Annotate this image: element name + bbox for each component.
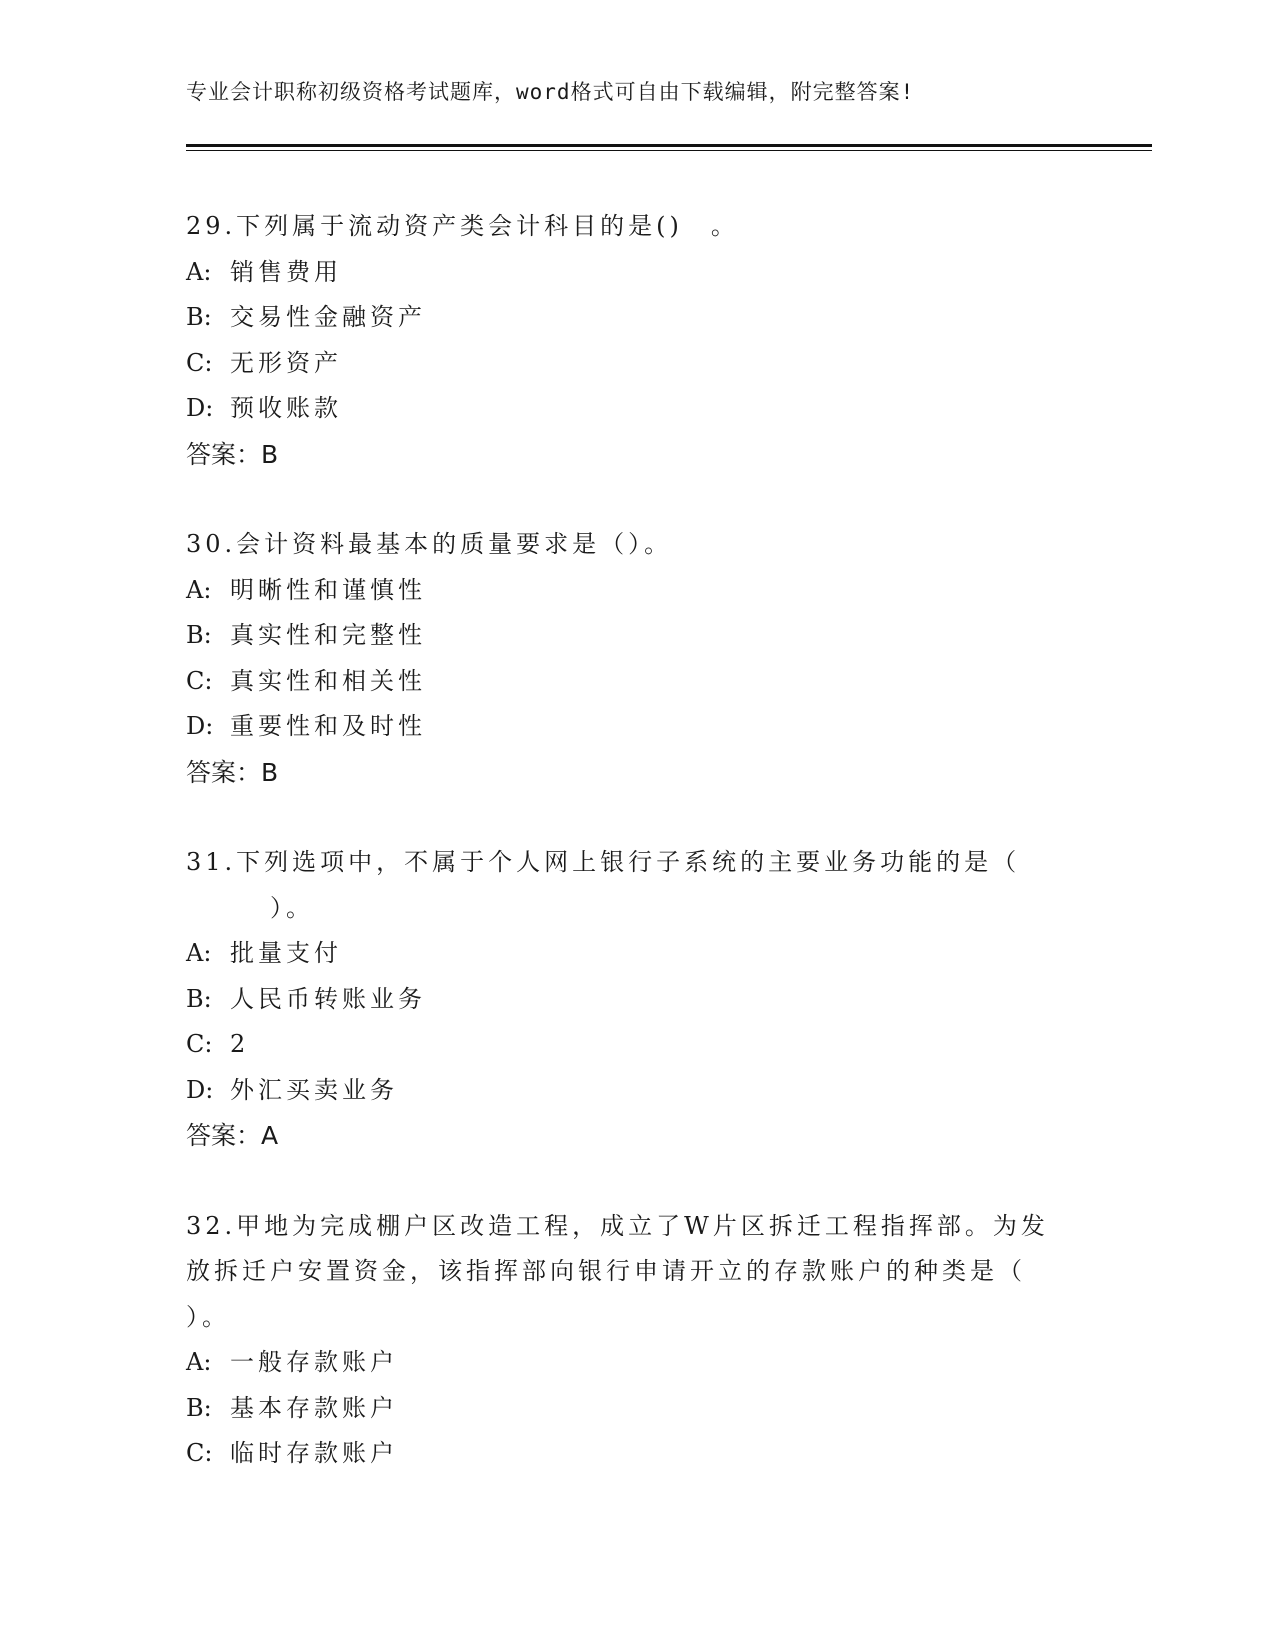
option-d (186, 704, 1086, 750)
option-text: 重要性和及时性 (230, 712, 426, 740)
option-letter: B: (186, 1393, 212, 1422)
option-letter: C: (186, 1030, 213, 1058)
option-b (186, 295, 1086, 341)
option-letter: D: (186, 712, 214, 740)
option-text: 真实性和完整性 (230, 621, 426, 649)
question-31 (186, 840, 1086, 1159)
option-a (186, 1340, 1086, 1386)
option-c (186, 1431, 1086, 1477)
question-stem-line: 29.下列属于流动资产类会计科目的是() 。 (186, 212, 739, 240)
question-stem-line: ）。 (186, 893, 314, 922)
header-rule-thin (186, 150, 1152, 151)
question-stem (186, 522, 1086, 568)
option-text: 2 (230, 1030, 250, 1058)
page-header: 专业会计职称初级资格考试题库，word格式可自由下载编辑，附完整答案! (186, 80, 915, 104)
option-letter: D: (186, 394, 214, 422)
question-stem-line: ）。 (186, 1302, 230, 1331)
option-b (186, 1386, 1086, 1432)
option-text: 明晰性和谨慎性 (230, 575, 426, 604)
question-30 (186, 522, 1086, 795)
option-letter: A: (186, 1348, 212, 1376)
question-29 (186, 204, 1086, 477)
option-text: 人民币转账业务 (230, 984, 426, 1013)
question-stem (186, 204, 1086, 250)
question-list (186, 204, 1086, 1522)
question-32 (186, 1204, 1086, 1477)
question-stem (186, 1204, 1086, 1341)
option-c (186, 1022, 1086, 1068)
option-letter: A: (186, 939, 212, 967)
option-a (186, 931, 1086, 977)
option-letter: D: (186, 1075, 214, 1104)
option-a (186, 568, 1086, 614)
option-d (186, 1068, 1086, 1114)
option-letter: B: (186, 621, 212, 649)
option-letter: A: (186, 575, 212, 604)
answer-line: 答案：A (186, 1121, 279, 1150)
option-text: 一般存款账户 (230, 1348, 398, 1376)
question-stem-line: 31.下列选项中，不属于个人网上银行子系统的主要业务功能的是（ (186, 848, 1021, 876)
option-text: 无形资产 (230, 348, 342, 377)
option-letter: C: (186, 348, 213, 377)
option-b (186, 977, 1086, 1023)
option-text: 交易性金融资产 (230, 303, 426, 331)
question-stem-line: 30.会计资料最基本的质量要求是（）。 (186, 530, 673, 558)
answer-line: 答案：B (186, 757, 279, 787)
option-letter: C: (186, 666, 213, 695)
option-text: 批量支付 (230, 939, 342, 967)
answer-line: 答案：B (186, 439, 279, 469)
option-text: 真实性和相关性 (230, 666, 426, 695)
question-stem-line: 32.甲地为完成棚户区改造工程，成立了W片区拆迁工程指挥部。为发 (186, 1211, 1049, 1240)
option-text: 基本存款账户 (230, 1393, 398, 1422)
option-b (186, 613, 1086, 659)
question-stem (186, 840, 1086, 931)
option-letter: B: (186, 303, 212, 331)
option-letter: C: (186, 1439, 213, 1467)
option-text: 外汇买卖业务 (230, 1075, 398, 1104)
header-rule-thick (186, 144, 1152, 147)
option-text: 销售费用 (230, 257, 342, 286)
question-stem-line: 放拆迁户安置资金，该指挥部向银行申请开立的存款账户的种类是（ (186, 1257, 1026, 1285)
option-a (186, 250, 1086, 296)
option-c (186, 659, 1086, 705)
option-text: 临时存款账户 (230, 1439, 398, 1467)
option-d (186, 386, 1086, 432)
option-text: 预收账款 (230, 394, 342, 422)
option-letter: B: (186, 984, 212, 1013)
option-letter: A: (186, 257, 212, 286)
option-c (186, 341, 1086, 387)
